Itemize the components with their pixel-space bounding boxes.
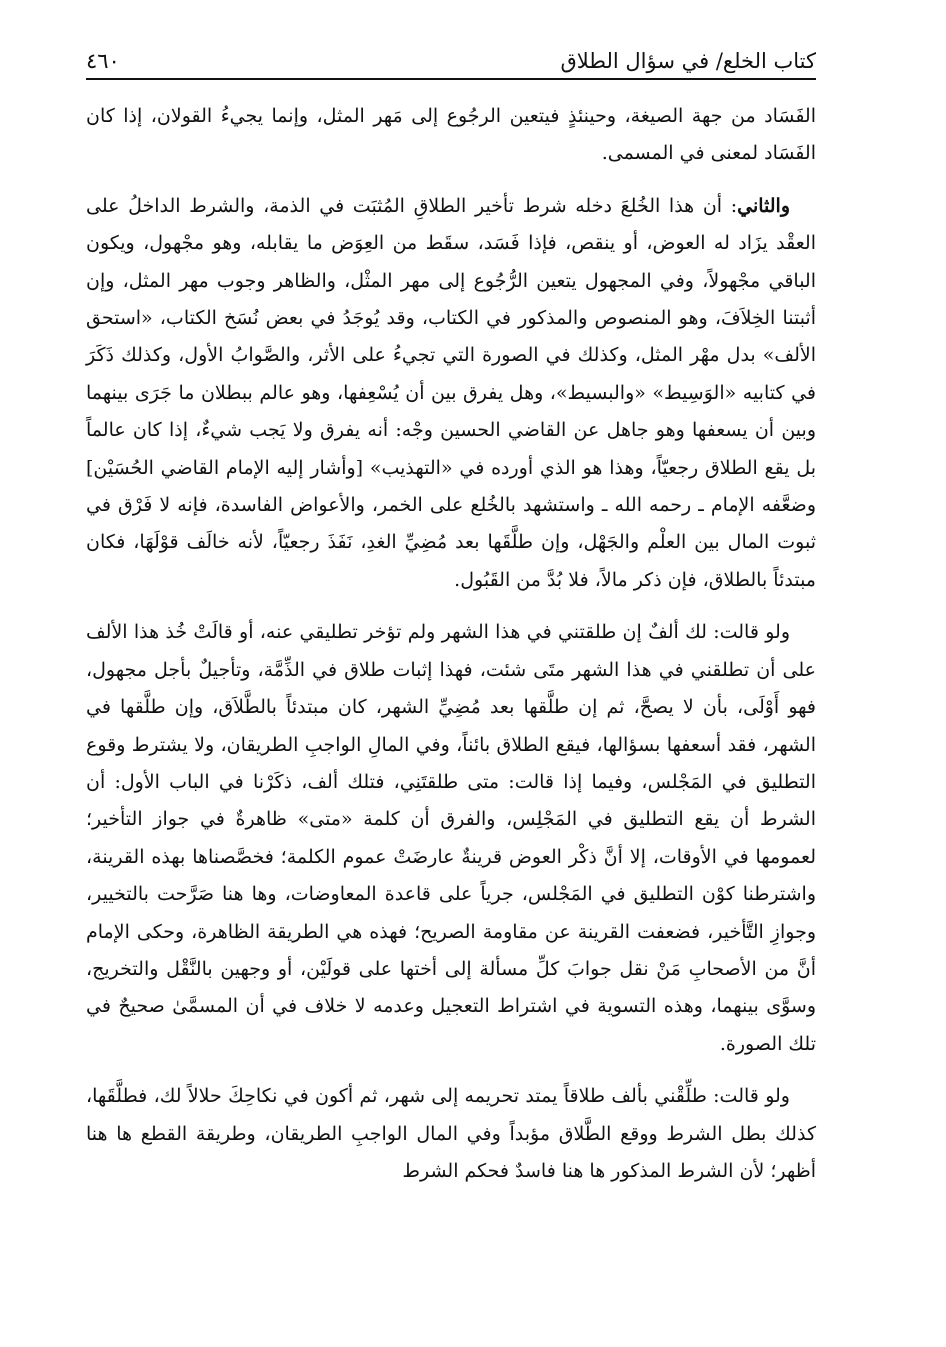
book-page bbox=[86, 40, 816, 1310]
paragraph-text: ولو قالت: لك ألفٌ إن طلقتني في هذا الشهر ولم تؤخر تطليقي عنه، أو قالَتْ خُذ هذا الألف على أن تطلقني في هذا الشهر متَى شئت، فهذا إثبات طلاق في الذِّمَّة، وتأجيلٌ بأجل مجهول، فهو أَوْلَى، بأن لا يصحَّ، ثم إن طلَّقها بعد مُضِيِّ الشهر، كان مبتدئاً بالطَّلاَق، وإن طلَّقها في الشهر، فقد أسعفها بسؤالها، فيقع الطلاق بائناً، وفي المالِ الواجبِ الطريقان، ولا يشترط وقوع التطليق في المَجْلس، وفيما إذا قالت: متى طلقتَنِي، فتلك ألف، ذكَرْنا في الباب الأول: أن الشرط أن يقع التطليق في المَجْلِس، والفرق أن كلمة «متى» ظاهرةٌ في جواز التأخير؛ لعمومها في الأوقات، إلا أنَّ ذكْر العوض قرينةٌ عارضَتْ عموم الكلمة؛ فخصَّصناها بهذه القرينة، واشترطنا كوْن التطليق في المَجْلس، جرياً على قاعدة المعاوضات، وها هنا صَرَّحت بالتخيير، وجوازِ التَّأخير، فضعفت القرينة عن مقاومة الصريح؛ فهذه هي الطريقة الظاهرة، وحكى الإمام أنَّ من الأصحابِ مَنْ نقل جوابَ كلِّ مسألة إلى أختها على قولَيْن، أو وجهين بالنَّقْل والتخريج، وسوَّى بينهما، وهذه التسوية في اشتراط التعجيل وعدمه لا خلاف في أن المسمَّىٰ صحيحٌ في تلك الصورة. bbox=[86, 621, 816, 1055]
body-text bbox=[86, 98, 816, 1190]
paragraph bbox=[86, 188, 816, 599]
paragraph bbox=[86, 98, 816, 173]
running-title: كتاب الخلع/ في سؤال الطلاق bbox=[560, 49, 816, 73]
paragraph-text: ولو قالت: طلِّقْني بألف طلاقاً يمتد تحريمه إلى شهر، ثم أكون في نكاحِكَ حلالاً لك، فطلَّقَها، كذلك بطل الشرط ووقع الطَّلاق مؤبداً وفي المال الواجبِ الطريقان، وطريقة القطع ها هنا أظهر؛ لأن الشرط المذكور ها هنا فاسدٌ فحكم الشرط bbox=[86, 1085, 816, 1182]
paragraph-lead-word: والثاني bbox=[737, 194, 790, 217]
paragraph bbox=[86, 614, 816, 1063]
running-header bbox=[86, 40, 816, 80]
paragraph-text: الفَسَاد من جهة الصيغة، وحينئذٍ فيتعين الرجُوع إلى مَهر المثل، وإنما يجيءُ القولان، إذا كان الفَسَاد لمعنى في المسمى. bbox=[86, 105, 816, 165]
page-number: ٤٦٠ bbox=[86, 49, 120, 73]
paragraph-text: : أن هذا الخُلعَ دخله شرط تأخير الطلاقِ المُثبَت في الذمة، والشرط الداخلُ على العقْد يزَاد له العوض، أو ينقص، فإذا فَسَد، سقَط من العِوَض ما يقابله، وهو مجْهول، ويكون الباقي مجْهولاً، وفي المجهول يتعين الرُّجُوع إلى مهر المثْل، والظاهر وجوب مهر المثل، وإن أثبتنا الخِلاَفَ، وهو المنصوص والمذكور في الكتاب، وقد يُوجَدُ في بعض نُسَخ الكتاب، «استحق الألف» بدل مهْر المثل، وكذلك في الصورة التي تجيءُ على الأثر، والصَّوابُ الأول، وكذلك ذَكَرَ في كتابيه «الوَسِيط» «والبسيط»، وهل يفرق بين أن يُسْعِفها، وهو عالم ببطلان ما جَرَى بينهما وبين أن يسعفها وهو جاهل عن القاضي الحسين وجْه: أنه يفرق ولا يَجب شيءٌ، إذا كان عالماً بل يقع الطلاق رجعيّاً، وهذا هو الذي أورده في «التهذيب» [وأشار إليه الإمام القاضي الحُسَيْن] وضعَّفه الإمام ـ رحمه الله ـ واستشهد بالخُلع على الخمر، والأعواض الفاسدة، فإنه لا فَرْق في ثبوت المال بين العلْم والجَهْل، وإن طلَّقَها بعد مُضِيِّ الغدِ، نَفَذَ رجعيّاً، لأنه خالَف قوْلَهَا، فكان مبتدئاً بالطلاق، فإن ذكر مالاً، فلا بُدَّ من القَبُول. bbox=[86, 194, 816, 591]
paragraph bbox=[86, 1078, 816, 1190]
